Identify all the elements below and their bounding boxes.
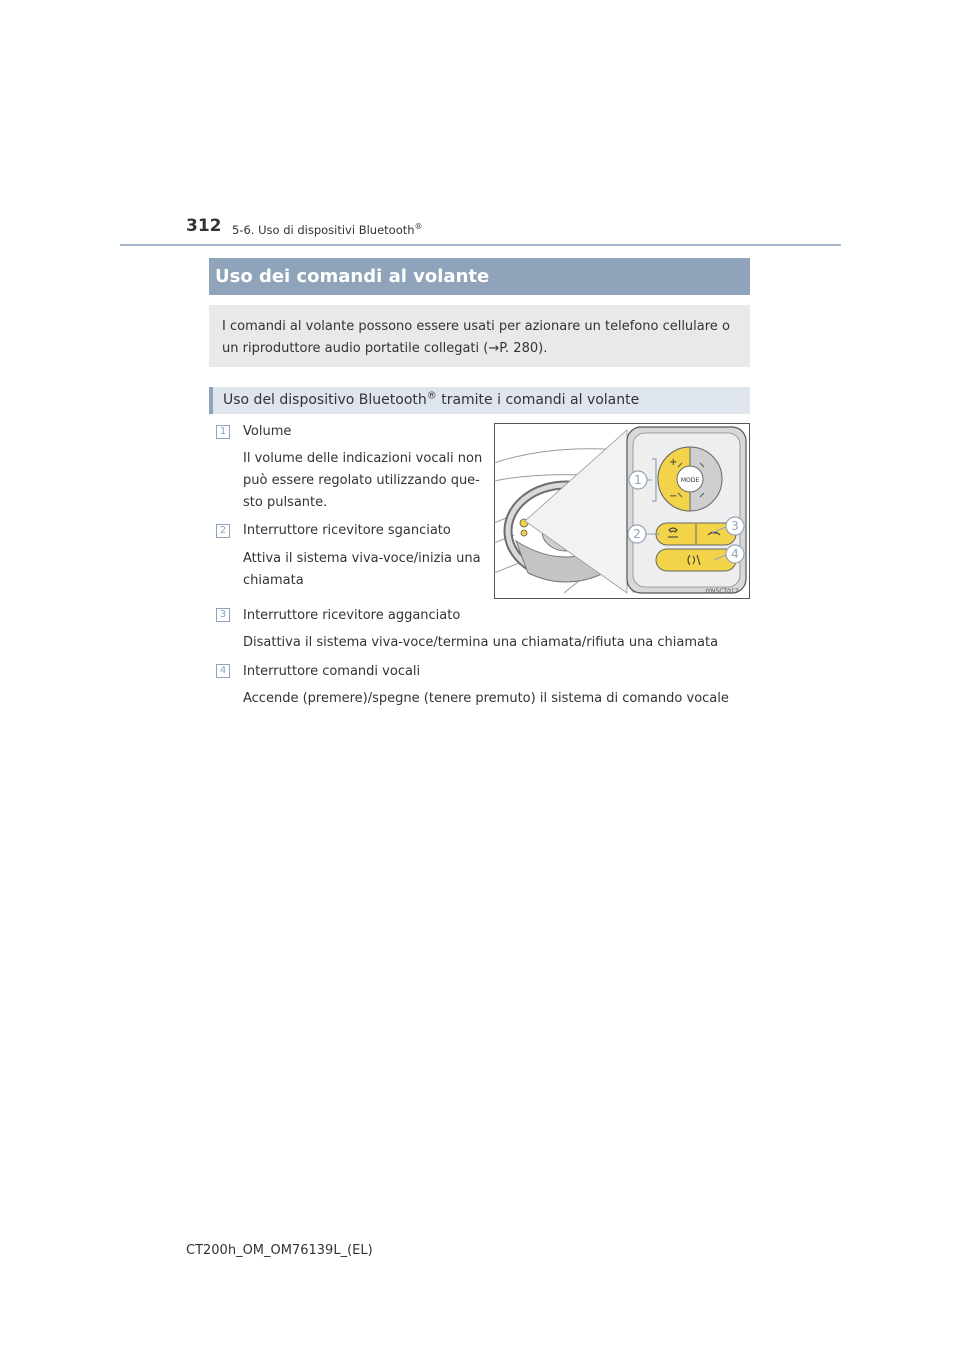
item-desc-2: [243, 548, 481, 592]
callout-3: 3: [731, 519, 739, 533]
callout-1: 1: [634, 473, 642, 487]
section-title: Uso dei comandi al volante: [209, 258, 750, 295]
intro-line-2: un riproduttore audio portatile collegati (→P. 280).: [222, 341, 548, 356]
item-desc-3: [243, 632, 718, 654]
breadcrumb: [232, 222, 423, 237]
magnified-panel: [627, 427, 746, 593]
item-desc-line: chiamata: [243, 573, 304, 588]
page-number: 312: [186, 216, 222, 236]
intro-line-1: I comandi al volante possono essere usati per azionare un telefono cellulare o: [222, 319, 730, 334]
item-desc-line: Disattiva il sistema viva-voce/termina una chiamata/rifiuta una chiamata: [243, 635, 719, 650]
item-title-4: Interruttore comandi vocali: [243, 664, 421, 679]
item-title-3: Interruttore ricevitore agganciato: [243, 608, 461, 623]
item-number-3: 3: [216, 608, 230, 622]
item-number-1: 1: [216, 425, 230, 439]
item-desc-line: Il volume delle indicazioni vocali non: [243, 451, 483, 466]
item-desc-1: [243, 448, 482, 514]
figure-code: IYN5CT017: [705, 588, 739, 595]
subsection-title-part1: Uso del dispositivo Bluetooth: [223, 392, 427, 408]
minus-label: −: [669, 491, 678, 502]
intro-box: [209, 305, 750, 367]
registered-mark: ®: [414, 222, 423, 231]
item-desc-line: sto pulsante.: [243, 495, 328, 510]
plus-label: +: [669, 457, 678, 468]
callout-4: 4: [731, 547, 739, 561]
steering-controls-illustration: [494, 423, 750, 599]
item-desc-line: può essere regolato utilizzando que-: [243, 473, 480, 488]
item-desc-line: Attiva il sistema viva-voce/inizia una: [243, 551, 481, 566]
subsection-title-part2: tramite i comandi al volante: [436, 392, 640, 408]
steering-controls-figure: [494, 423, 750, 599]
item-title-1: Volume: [243, 424, 292, 439]
item-desc-line: Accende (premere)/spegne (tenere premuto) il sistema di comando vocale: [243, 691, 729, 706]
item-title-2: Interruttore ricevitore sganciato: [243, 523, 451, 538]
callout-2: 2: [633, 527, 641, 541]
item-number-2: 2: [216, 524, 230, 538]
registered-mark: ®: [426, 390, 437, 402]
header-rule: [120, 244, 841, 246]
subsection-title: [209, 387, 750, 414]
breadcrumb-text: 5-6. Uso di dispositivi Bluetooth: [232, 222, 415, 237]
mode-label: MODE: [680, 477, 700, 484]
footer-code: CT200h_OM_OM76139L_(EL): [186, 1243, 373, 1258]
item-desc-4: [243, 688, 729, 710]
item-number-4: 4: [216, 664, 230, 678]
